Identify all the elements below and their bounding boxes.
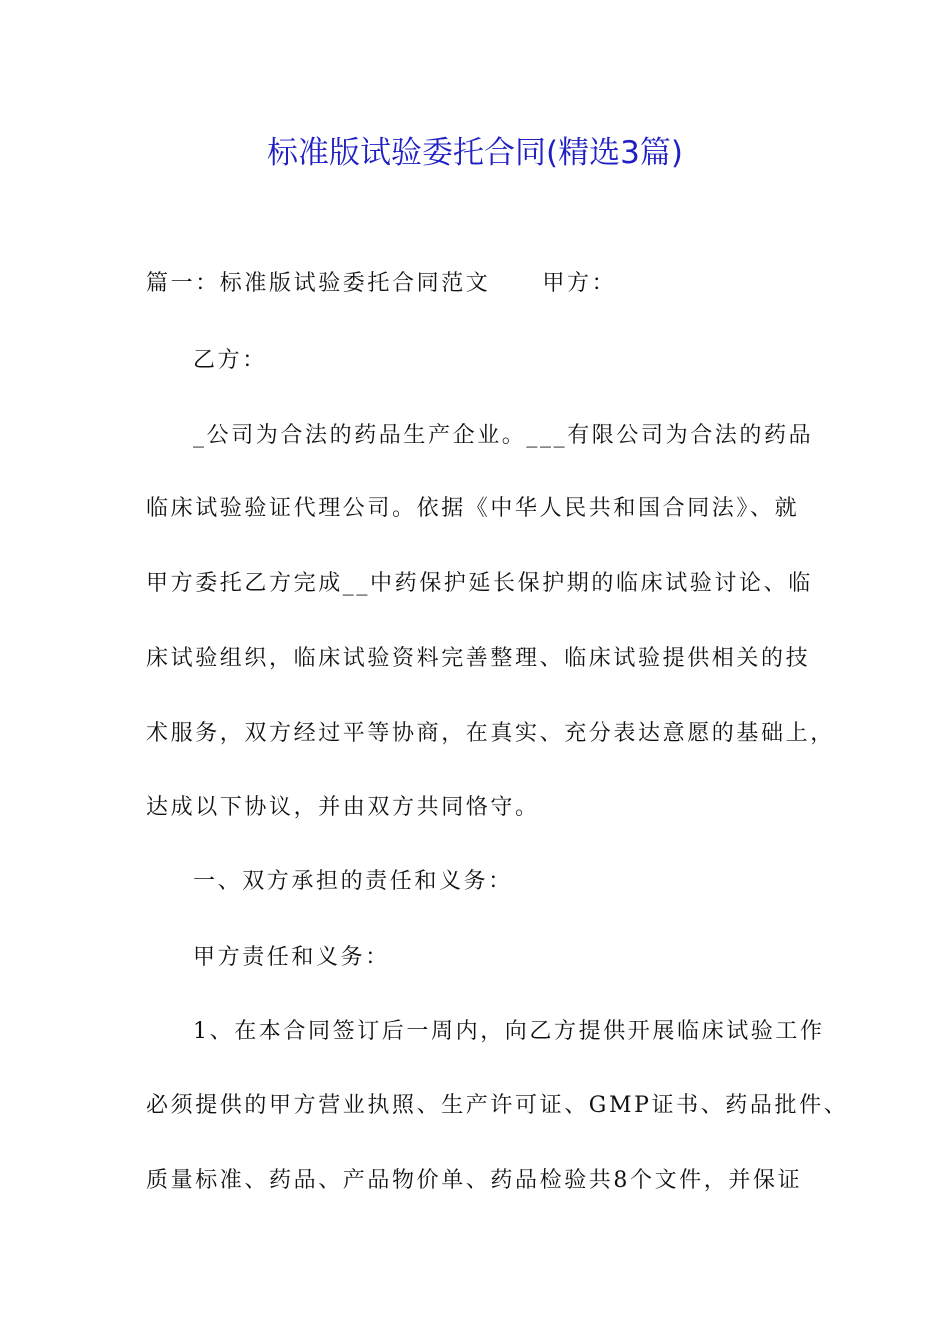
document-title: 标准版试验委托合同(精选3篇) [267,135,683,171]
paragraph-line: 临床试验验证代理公司。依据《中华人民共和国合同法》、就 [146,496,800,521]
clause-heading: 一、双方承担的责任和义务： [193,869,513,894]
paragraph-line: 达成以下协议，并由双方共同恪守。 [146,795,540,820]
paragraph-line: 1、在本合同签订后一周内，向乙方提供开展临床试验工作 [193,1019,825,1044]
paragraph-line: 床试验组织，临床试验资料完善整理、临床试验提供相关的技 [146,646,811,671]
paragraph-line: 甲方委托乙方完成__中药保护延长保护期的临床试验讨论、临 [146,571,813,596]
section-heading-line [146,264,616,304]
paragraph-line: _公司为合法的药品生产企业。___有限公司为合法的药品 [193,423,814,448]
paragraph-line: 术服务，双方经过平等协商，在真实、充分表达意愿的基础上， [146,721,835,746]
party-b-label: 乙方： [193,348,267,373]
section-heading: 篇一：标准版试验委托合同范文 [146,271,491,296]
paragraph-line: 质量标准、药品、产品物价单、药品检验共8个文件，并保证 [146,1168,803,1193]
subheading: 甲方责任和义务： [193,945,390,970]
paragraph-line: 必须提供的甲方营业执照、生产许可证、GMP证书、药品批件、 [146,1093,849,1118]
party-a-label: 甲方： [542,271,617,296]
